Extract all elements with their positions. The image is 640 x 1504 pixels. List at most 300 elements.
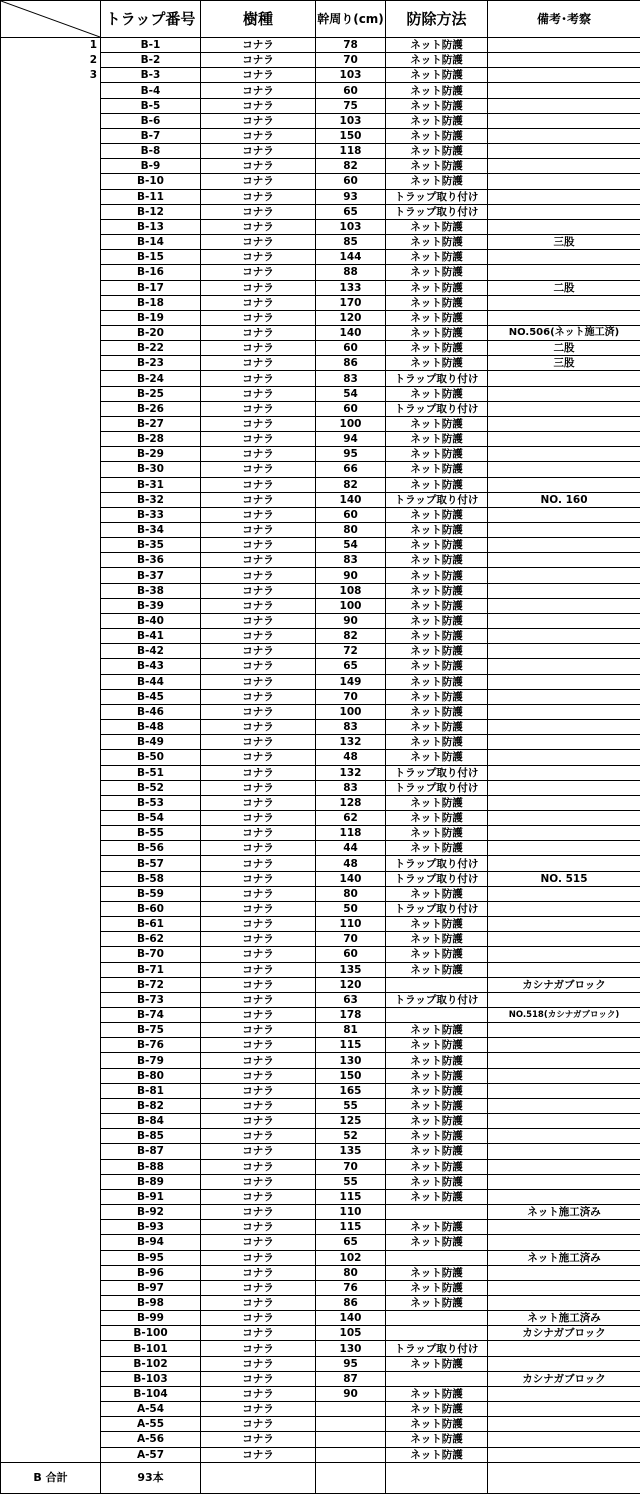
row-index-cell [1, 765, 101, 780]
girth-cell: 63 [316, 992, 386, 1007]
trap-number-cell: B-49 [101, 735, 201, 750]
trap-number-cell: B-103 [101, 1371, 201, 1386]
species-cell: コナラ [201, 250, 316, 265]
method-cell: ネット防護 [386, 1386, 488, 1401]
trap-number-cell: B-93 [101, 1220, 201, 1235]
row-index-cell [1, 341, 101, 356]
girth-cell: 86 [316, 1295, 386, 1310]
girth-cell: 54 [316, 538, 386, 553]
girth-cell: 82 [316, 159, 386, 174]
row-index-cell [1, 947, 101, 962]
species-cell: コナラ [201, 1311, 316, 1326]
species-cell: コナラ [201, 1008, 316, 1023]
table-row [1, 386, 640, 401]
table-row [1, 144, 640, 159]
remarks-cell: カシナガブロック [488, 1326, 640, 1341]
method-cell: ネット防護 [386, 795, 488, 810]
girth-cell: 76 [316, 1280, 386, 1295]
trap-number-cell: B-7 [101, 128, 201, 143]
remarks-cell [488, 128, 640, 143]
total-count: 93本 [101, 1462, 201, 1493]
table-row [1, 280, 640, 295]
girth-cell: 70 [316, 689, 386, 704]
species-cell: コナラ [201, 159, 316, 174]
table-body [1, 38, 640, 1463]
species-cell: コナラ [201, 613, 316, 628]
remarks-cell [488, 538, 640, 553]
species-cell: コナラ [201, 416, 316, 431]
girth-cell: 93 [316, 189, 386, 204]
method-cell: ネット防護 [386, 1356, 488, 1371]
table-row [1, 325, 640, 340]
remarks-cell [488, 523, 640, 538]
remarks-cell [488, 704, 640, 719]
table-row [1, 356, 640, 371]
trap-number-cell: B-29 [101, 447, 201, 462]
table-row [1, 1326, 640, 1341]
girth-cell: 125 [316, 1114, 386, 1129]
remarks-cell [488, 1038, 640, 1053]
row-index-cell [1, 1265, 101, 1280]
method-cell: ネット防護 [386, 310, 488, 325]
trap-number-cell: B-13 [101, 219, 201, 234]
species-cell: コナラ [201, 447, 316, 462]
trap-number-cell: B-36 [101, 553, 201, 568]
girth-cell [316, 1447, 386, 1462]
species-cell: コナラ [201, 113, 316, 128]
row-index-cell [1, 810, 101, 825]
row-index-cell [1, 538, 101, 553]
girth-cell: 100 [316, 598, 386, 613]
trap-number-cell: A-56 [101, 1432, 201, 1447]
table-row [1, 98, 640, 113]
girth-cell: 133 [316, 280, 386, 295]
species-cell: コナラ [201, 765, 316, 780]
method-cell: ネット防護 [386, 1220, 488, 1235]
girth-cell: 108 [316, 583, 386, 598]
girth-cell: 115 [316, 1038, 386, 1053]
species-cell: コナラ [201, 371, 316, 386]
trap-number-cell: B-18 [101, 295, 201, 310]
method-cell: トラップ取り付け [386, 1341, 488, 1356]
remarks-cell [488, 401, 640, 416]
method-cell: ネット防護 [386, 386, 488, 401]
girth-cell: 102 [316, 1250, 386, 1265]
girth-cell: 60 [316, 947, 386, 962]
row-index-cell [1, 1371, 101, 1386]
row-index-cell [1, 1402, 101, 1417]
table-row [1, 1159, 640, 1174]
total-empty-cell [201, 1462, 316, 1493]
trap-number-cell: B-100 [101, 1326, 201, 1341]
method-cell: ネット防護 [386, 1159, 488, 1174]
method-cell: ネット防護 [386, 1038, 488, 1053]
method-cell: トラップ取り付け [386, 765, 488, 780]
method-cell: ネット防護 [386, 598, 488, 613]
table-row [1, 113, 640, 128]
species-cell: コナラ [201, 1432, 316, 1447]
method-cell: ネット防護 [386, 1235, 488, 1250]
row-index-cell [1, 1023, 101, 1038]
method-cell: ネット防護 [386, 280, 488, 295]
method-cell [386, 977, 488, 992]
trap-number-cell: B-95 [101, 1250, 201, 1265]
girth-cell: 78 [316, 38, 386, 53]
species-cell: コナラ [201, 204, 316, 219]
species-cell: コナラ [201, 704, 316, 719]
girth-cell: 82 [316, 629, 386, 644]
girth-cell: 87 [316, 1371, 386, 1386]
row-index-cell [1, 1053, 101, 1068]
trap-number-cell: B-4 [101, 83, 201, 98]
row-index-cell [1, 644, 101, 659]
species-cell: コナラ [201, 128, 316, 143]
table-row [1, 1083, 640, 1098]
row-index-cell [1, 1129, 101, 1144]
row-index-cell [1, 917, 101, 932]
girth-cell: 80 [316, 523, 386, 538]
species-cell: コナラ [201, 1250, 316, 1265]
remarks-cell [488, 219, 640, 234]
table-row [1, 826, 640, 841]
table-row [1, 1265, 640, 1280]
remarks-cell: 二股 [488, 341, 640, 356]
trap-number-cell: B-76 [101, 1038, 201, 1053]
table-row [1, 674, 640, 689]
table-row [1, 447, 640, 462]
row-index-cell [1, 977, 101, 992]
species-cell: コナラ [201, 1038, 316, 1053]
row-index-cell [1, 507, 101, 522]
row-index-cell [1, 1083, 101, 1098]
remarks-cell [488, 265, 640, 280]
row-index-cell: 1 [1, 38, 101, 53]
girth-cell: 62 [316, 810, 386, 825]
method-cell: ネット防護 [386, 356, 488, 371]
species-cell: コナラ [201, 1144, 316, 1159]
girth-cell: 140 [316, 871, 386, 886]
table-row [1, 265, 640, 280]
girth-cell: 86 [316, 356, 386, 371]
method-cell: ネット防護 [386, 613, 488, 628]
table-row [1, 53, 640, 68]
trap-number-cell: B-20 [101, 325, 201, 340]
girth-cell: 70 [316, 1159, 386, 1174]
method-cell: ネット防護 [386, 1417, 488, 1432]
method-cell: ネット防護 [386, 947, 488, 962]
girth-cell: 115 [316, 1220, 386, 1235]
girth-cell [316, 1417, 386, 1432]
girth-cell: 60 [316, 83, 386, 98]
trap-number-cell: B-19 [101, 310, 201, 325]
remarks-cell [488, 462, 640, 477]
row-index-cell [1, 613, 101, 628]
trap-number-cell: B-30 [101, 462, 201, 477]
species-cell: コナラ [201, 780, 316, 795]
girth-cell: 44 [316, 841, 386, 856]
species-cell: コナラ [201, 1114, 316, 1129]
species-cell: コナラ [201, 1220, 316, 1235]
row-index-cell [1, 325, 101, 340]
table-row [1, 1144, 640, 1159]
girth-cell: 50 [316, 901, 386, 916]
row-index-cell [1, 189, 101, 204]
species-cell: コナラ [201, 1098, 316, 1113]
trap-number-cell: B-72 [101, 977, 201, 992]
row-index-cell [1, 1295, 101, 1310]
trap-number-cell: B-99 [101, 1311, 201, 1326]
species-cell: コナラ [201, 917, 316, 932]
species-cell: コナラ [201, 98, 316, 113]
species-cell: コナラ [201, 598, 316, 613]
table-row [1, 932, 640, 947]
row-index-cell [1, 1356, 101, 1371]
remarks-cell: NO. 160 [488, 492, 640, 507]
girth-cell: 65 [316, 1235, 386, 1250]
remarks-cell [488, 38, 640, 53]
row-index-cell [1, 386, 101, 401]
table-row [1, 992, 640, 1007]
trap-number-cell: B-79 [101, 1053, 201, 1068]
girth-cell: 170 [316, 295, 386, 310]
girth-cell: 140 [316, 492, 386, 507]
trap-number-cell: B-74 [101, 1008, 201, 1023]
species-cell: コナラ [201, 886, 316, 901]
remarks-cell [488, 1068, 640, 1083]
row-index-cell [1, 659, 101, 674]
trap-number-cell: B-3 [101, 68, 201, 83]
method-cell: ネット防護 [386, 810, 488, 825]
species-cell: コナラ [201, 1174, 316, 1189]
species-cell: コナラ [201, 689, 316, 704]
table-row [1, 1250, 640, 1265]
trap-number-cell: B-48 [101, 720, 201, 735]
remarks-cell [488, 613, 640, 628]
species-cell: コナラ [201, 356, 316, 371]
species-cell: コナラ [201, 1189, 316, 1204]
row-index-cell [1, 1205, 101, 1220]
trap-number-cell: B-35 [101, 538, 201, 553]
species-cell: コナラ [201, 1053, 316, 1068]
trap-number-cell: A-55 [101, 1417, 201, 1432]
row-index-cell [1, 98, 101, 113]
species-cell: コナラ [201, 644, 316, 659]
remarks-cell: カシナガブロック [488, 977, 640, 992]
remarks-cell [488, 735, 640, 750]
remarks-cell [488, 720, 640, 735]
row-index-cell [1, 1189, 101, 1204]
remarks-cell [488, 962, 640, 977]
method-cell: ネット防護 [386, 1295, 488, 1310]
species-cell: コナラ [201, 629, 316, 644]
remarks-cell [488, 992, 640, 1007]
table-row [1, 1068, 640, 1083]
table-row [1, 1356, 640, 1371]
remarks-cell [488, 1432, 640, 1447]
girth-cell: 115 [316, 1189, 386, 1204]
table-row [1, 689, 640, 704]
remarks-cell [488, 674, 640, 689]
remarks-cell [488, 159, 640, 174]
method-cell: ネット防護 [386, 1265, 488, 1280]
species-cell: コナラ [201, 38, 316, 53]
method-cell: ネット防護 [386, 53, 488, 68]
remarks-cell [488, 416, 640, 431]
trap-number-cell: B-43 [101, 659, 201, 674]
row-index-cell [1, 1008, 101, 1023]
method-cell: ネット防護 [386, 144, 488, 159]
total-empty-cell [386, 1462, 488, 1493]
remarks-cell [488, 432, 640, 447]
row-index-cell [1, 447, 101, 462]
method-cell: ネット防護 [386, 113, 488, 128]
header-circumference: 幹周り(cm) [316, 1, 386, 38]
trap-number-cell: B-24 [101, 371, 201, 386]
table-row [1, 250, 640, 265]
species-cell: コナラ [201, 1341, 316, 1356]
method-cell: ネット防護 [386, 1447, 488, 1462]
remarks-cell [488, 189, 640, 204]
remarks-cell [488, 765, 640, 780]
species-cell: コナラ [201, 1205, 316, 1220]
trap-number-cell: B-52 [101, 780, 201, 795]
table-row [1, 1220, 640, 1235]
table-row [1, 38, 640, 53]
species-cell: コナラ [201, 265, 316, 280]
header-remarks: 備考･考察 [488, 1, 640, 38]
species-cell: コナラ [201, 992, 316, 1007]
trap-number-cell: B-23 [101, 356, 201, 371]
trap-number-cell: B-89 [101, 1174, 201, 1189]
remarks-cell: NO. 515 [488, 871, 640, 886]
trap-number-cell: B-94 [101, 1235, 201, 1250]
method-cell: トラップ取り付け [386, 856, 488, 871]
method-cell: ネット防護 [386, 265, 488, 280]
species-cell: コナラ [201, 507, 316, 522]
method-cell: ネット防護 [386, 568, 488, 583]
row-index-cell [1, 704, 101, 719]
species-cell: コナラ [201, 235, 316, 250]
remarks-cell: NO.518(カシナガブロック) [488, 1008, 640, 1023]
table-row [1, 704, 640, 719]
girth-cell [316, 1432, 386, 1447]
method-cell: ネット防護 [386, 689, 488, 704]
remarks-cell [488, 1220, 640, 1235]
method-cell: トラップ取り付け [386, 492, 488, 507]
remarks-cell [488, 310, 640, 325]
species-cell: コナラ [201, 280, 316, 295]
table-row [1, 174, 640, 189]
species-cell: コナラ [201, 1023, 316, 1038]
species-cell: コナラ [201, 1447, 316, 1462]
table-row [1, 613, 640, 628]
species-cell: コナラ [201, 1356, 316, 1371]
remarks-cell [488, 598, 640, 613]
species-cell: コナラ [201, 932, 316, 947]
remarks-cell [488, 750, 640, 765]
girth-cell: 60 [316, 341, 386, 356]
species-cell: コナラ [201, 68, 316, 83]
table-row [1, 507, 640, 522]
trap-number-cell: A-54 [101, 1402, 201, 1417]
trap-number-cell: B-11 [101, 189, 201, 204]
trap-number-cell: B-88 [101, 1159, 201, 1174]
row-index-cell [1, 174, 101, 189]
trap-number-cell: B-26 [101, 401, 201, 416]
diagonal-line-icon [1, 1, 100, 37]
girth-cell: 132 [316, 735, 386, 750]
row-index-cell [1, 1250, 101, 1265]
remarks-cell [488, 1417, 640, 1432]
species-cell: コナラ [201, 1280, 316, 1295]
girth-cell: 90 [316, 613, 386, 628]
species-cell: コナラ [201, 492, 316, 507]
row-index-cell [1, 144, 101, 159]
girth-cell: 65 [316, 204, 386, 219]
remarks-cell [488, 629, 640, 644]
trap-number-cell: B-25 [101, 386, 201, 401]
trap-number-cell: B-50 [101, 750, 201, 765]
remarks-cell [488, 386, 640, 401]
trap-number-cell: B-84 [101, 1114, 201, 1129]
species-cell: コナラ [201, 1417, 316, 1432]
method-cell: ネット防護 [386, 704, 488, 719]
species-cell: コナラ [201, 310, 316, 325]
table-row [1, 947, 640, 962]
girth-cell: 55 [316, 1174, 386, 1189]
girth-cell: 83 [316, 371, 386, 386]
trap-number-cell: B-28 [101, 432, 201, 447]
method-cell: ネット防護 [386, 538, 488, 553]
method-cell: ネット防護 [386, 1402, 488, 1417]
species-cell: コナラ [201, 553, 316, 568]
header-corner-cell [1, 1, 101, 38]
girth-cell: 83 [316, 553, 386, 568]
table-row [1, 629, 640, 644]
remarks-cell: 二股 [488, 280, 640, 295]
girth-cell: 128 [316, 795, 386, 810]
species-cell: コナラ [201, 477, 316, 492]
row-index-cell [1, 568, 101, 583]
row-index-cell [1, 280, 101, 295]
row-index-cell [1, 1038, 101, 1053]
method-cell: ネット防護 [386, 826, 488, 841]
girth-cell: 70 [316, 932, 386, 947]
species-cell: コナラ [201, 401, 316, 416]
table-row [1, 977, 640, 992]
trap-number-cell: B-12 [101, 204, 201, 219]
species-cell: コナラ [201, 1386, 316, 1401]
header-tree-species: 樹種 [201, 1, 316, 38]
trap-number-cell: B-42 [101, 644, 201, 659]
species-cell: コナラ [201, 1068, 316, 1083]
method-cell: ネット防護 [386, 341, 488, 356]
species-cell: コナラ [201, 325, 316, 340]
method-cell: ネット防護 [386, 674, 488, 689]
girth-cell: 88 [316, 265, 386, 280]
table-row [1, 1447, 640, 1462]
girth-cell: 94 [316, 432, 386, 447]
girth-cell: 110 [316, 917, 386, 932]
species-cell: コナラ [201, 523, 316, 538]
table-row [1, 1295, 640, 1310]
remarks-cell [488, 250, 640, 265]
row-index-cell [1, 1447, 101, 1462]
species-cell: コナラ [201, 462, 316, 477]
method-cell: トラップ取り付け [386, 401, 488, 416]
method-cell: トラップ取り付け [386, 189, 488, 204]
species-cell: コナラ [201, 53, 316, 68]
